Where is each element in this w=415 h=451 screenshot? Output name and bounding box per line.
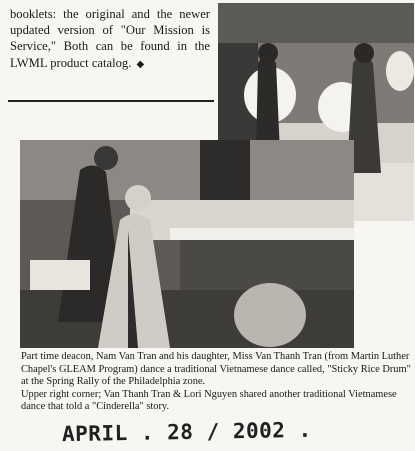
article-intro: [10, 6, 210, 73]
photo-caption: [21, 351, 413, 414]
caption-paragraph-2: Upper right corner; Van Thanh Tran & Lori Nguyen shared another traditional Vietnamese dance that told a "Cinderella" story.: [21, 388, 397, 413]
end-mark-icon: ◆: [136, 58, 145, 70]
intro-text: booklets: the original and the newer updated version of "Our Mission is Service," Both can be found in the LWML product catalog.: [10, 7, 210, 70]
handwritten-date: APRIL . 28 / 2002 .: [61, 417, 312, 447]
photo-main-image: [20, 140, 354, 348]
caption-paragraph-1: Part time deacon, Nam Van Tran and his daughter, Miss Van Thanh Tran (from Martin Luther Chapel's GLEAM Program) dance a traditional Vietnamese dance called, "Sticky Rice Drum" at the Spring Rally of the Philadelphia zone.: [21, 351, 411, 388]
section-divider: [8, 100, 214, 102]
photo-main: [20, 140, 354, 348]
